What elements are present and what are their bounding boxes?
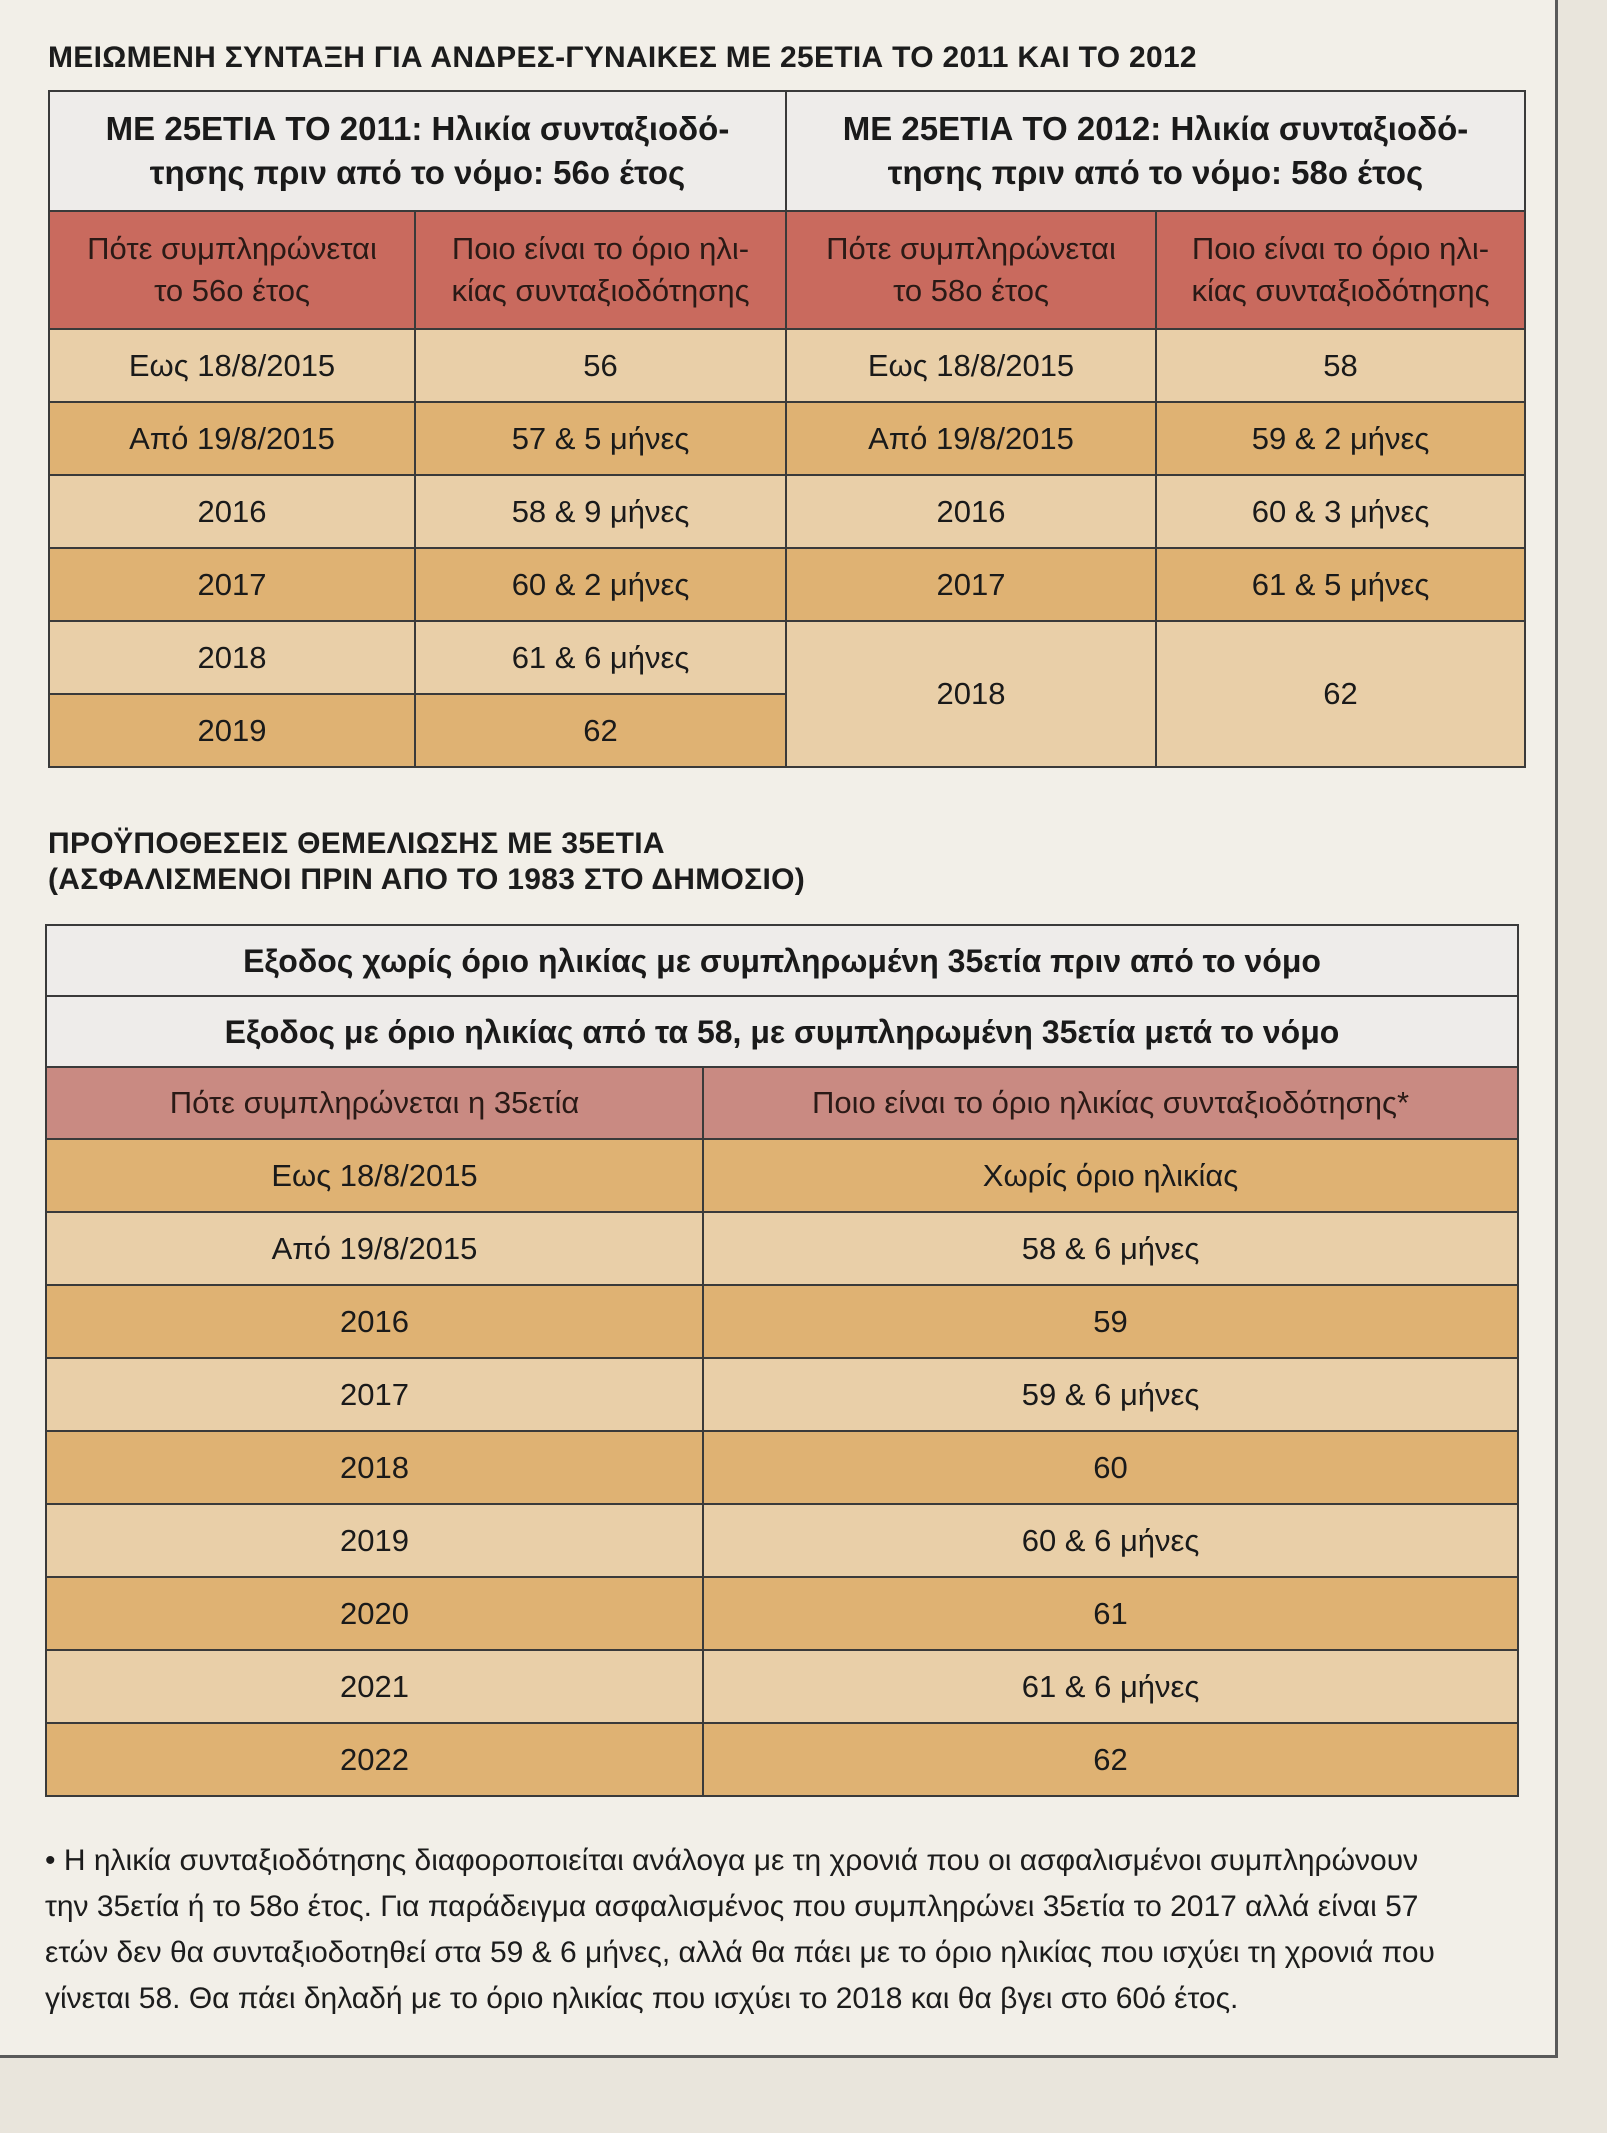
- age-cell: 60: [703, 1431, 1518, 1504]
- left-header-line2: τησης πριν από το νόμο: 56ο έτος: [149, 154, 686, 191]
- right-header-line1: ΜΕ 25ΕΤΙΑ ΤΟ 2012: Ηλικία συνταξιοδό-: [842, 110, 1469, 147]
- left-col2-header: [415, 211, 786, 329]
- right-col2-line2: κίας συνταξιοδότησης: [1191, 273, 1490, 308]
- banner-no-age-limit: Εξοδος χωρίς όριο ηλικίας με συμπληρωμένη 35ετία πριν από το νόμο: [46, 925, 1518, 996]
- left-age-cell: 56: [415, 329, 786, 402]
- when-cell: Εως 18/8/2015: [46, 1139, 703, 1212]
- right-header-line2: τησης πριν από το νόμο: 58ο έτος: [887, 154, 1424, 191]
- right-col2-header: [1156, 211, 1525, 329]
- right-col1-header: [786, 211, 1156, 329]
- right-age-cell: 60 & 3 μήνες: [1156, 475, 1525, 548]
- table-row: [46, 1723, 1518, 1796]
- section2-heading-line1: ΠΡΟΫΠΟΘΕΣΕΙΣ ΘΕΜΕΛΙΩΣΗΣ ΜΕ 35ΕΤΙΑ: [48, 827, 665, 860]
- right-age-cell: 62: [1156, 621, 1525, 767]
- left-col1-header: [49, 211, 415, 329]
- age-cell: 58 & 6 μήνες: [703, 1212, 1518, 1285]
- right-age-cell: 61 & 5 μήνες: [1156, 548, 1525, 621]
- right-table-header: [786, 91, 1525, 211]
- banner-age-limit-58: Εξοδος με όριο ηλικίας από τα 58, με συμπληρωμένη 35ετία μετά το νόμο: [46, 996, 1518, 1067]
- table-row: [49, 329, 1525, 402]
- table-row: [46, 1650, 1518, 1723]
- section2-heading-line2: (ΑΣΦΑΛΙΣΜΕΝΟΙ ΠΡΙΝ ΑΠΟ ΤΟ 1983 ΣΤΟ ΔΗΜΟΣΙΟ): [48, 863, 806, 896]
- left-age-cell: 62: [415, 694, 786, 767]
- right-age-cell: 59 & 2 μήνες: [1156, 402, 1525, 475]
- table-row: [46, 1212, 1518, 1285]
- age-cell: 62: [703, 1723, 1518, 1796]
- when-cell: 2016: [46, 1285, 703, 1358]
- footnote-line3: ετών δεν θα συνταξιοδοτηθεί στα 59 & 6 μήνες, αλλά θα πάει με το όριο ηλικίας που ισχύει τη χρονιά που: [45, 1936, 1435, 1969]
- left-col2-line1: Ποιο είναι το όριο ηλι-: [451, 231, 750, 266]
- right-col2-line1: Ποιο είναι το όριο ηλι-: [1191, 231, 1490, 266]
- age-cell: 61 & 6 μήνες: [703, 1650, 1518, 1723]
- left-col1-line2: το 56ο έτος: [154, 273, 310, 308]
- table-row: [46, 1285, 1518, 1358]
- left-age-cell: 58 & 9 μήνες: [415, 475, 786, 548]
- table-row: [49, 621, 1525, 694]
- right-col1-line1: Πότε συμπληρώνεται: [826, 231, 1116, 266]
- left-age-cell: 60 & 2 μήνες: [415, 548, 786, 621]
- left-header-line1: ΜΕ 25ΕΤΙΑ ΤΟ 2011: Ηλικία συνταξιοδό-: [105, 110, 730, 147]
- when-cell: 2020: [46, 1577, 703, 1650]
- section1-heading: ΜΕΙΩΜΕΝΗ ΣΥΝΤΑΞΗ ΓΙΑ ΑΝΔΡΕΣ-ΓΥΝΑΙΚΕΣ ΜΕ 25ΕΤΙΑ ΤΟ 2011 ΚΑΙ ΤΟ 2012: [48, 41, 1197, 74]
- left-when-cell: 2017: [49, 548, 415, 621]
- when-cell: 2017: [46, 1358, 703, 1431]
- left-col2-line2: κίας συνταξιοδότησης: [451, 273, 750, 308]
- left-when-cell: Από 19/8/2015: [49, 402, 415, 475]
- when-cell: 2021: [46, 1650, 703, 1723]
- right-when-cell: Εως 18/8/2015: [786, 329, 1156, 402]
- right-age-cell: 58: [1156, 329, 1525, 402]
- left-col1-line1: Πότε συμπληρώνεται: [87, 231, 377, 266]
- right-when-cell: 2016: [786, 475, 1156, 548]
- table-row: [46, 1358, 1518, 1431]
- left-age-cell: 61 & 6 μήνες: [415, 621, 786, 694]
- when-cell: 2022: [46, 1723, 703, 1796]
- table-row: [46, 1431, 1518, 1504]
- table-row: [49, 402, 1525, 475]
- footnote-line4: γίνεται 58. Θα πάει δηλαδή με το όριο ηλικίας που ισχύει το 2018 και θα βγει στο 60ό έτος.: [45, 1982, 1239, 2015]
- left-age-cell: 57 & 5 μήνες: [415, 402, 786, 475]
- age-cell: 60 & 6 μήνες: [703, 1504, 1518, 1577]
- footnote: [45, 1838, 1520, 2022]
- when-cell: 2019: [46, 1504, 703, 1577]
- table-25etia: [48, 90, 1526, 768]
- table-row: [49, 548, 1525, 621]
- table-row: [46, 1504, 1518, 1577]
- footnote-line1: • Η ηλικία συνταξιοδότησης διαφοροποιείται ανάλογα με τη χρονιά που οι ασφαλισμένοι συμπληρώνουν: [45, 1844, 1419, 1877]
- left-when-cell: 2019: [49, 694, 415, 767]
- footnote-line2: την 35ετία ή το 58ο έτος. Για παράδειγμα ασφαλισμένος που συμπληρώνει 35ετία το 2017 αλλά είναι 57: [45, 1890, 1419, 1923]
- left-when-cell: 2018: [49, 621, 415, 694]
- age-cell: 59 & 6 μήνες: [703, 1358, 1518, 1431]
- left-table-header: [49, 91, 786, 211]
- table-row: [46, 1139, 1518, 1212]
- when-cell: 2018: [46, 1431, 703, 1504]
- left-when-cell: Εως 18/8/2015: [49, 329, 415, 402]
- right-col1-line2: το 58ο έτος: [893, 273, 1049, 308]
- table-row: [49, 475, 1525, 548]
- section2-heading: [48, 826, 805, 898]
- col-when-header: Πότε συμπληρώνεται η 35ετία: [46, 1067, 703, 1139]
- age-cell: 61: [703, 1577, 1518, 1650]
- age-cell: 59: [703, 1285, 1518, 1358]
- col-age-header: Ποιο είναι το όριο ηλικίας συνταξιοδότησης*: [703, 1067, 1518, 1139]
- table-row: [46, 1577, 1518, 1650]
- left-when-cell: 2016: [49, 475, 415, 548]
- right-when-cell: Από 19/8/2015: [786, 402, 1156, 475]
- right-when-cell: 2018: [786, 621, 1156, 767]
- right-when-cell: 2017: [786, 548, 1156, 621]
- age-cell: Χωρίς όριο ηλικίας: [703, 1139, 1518, 1212]
- when-cell: Από 19/8/2015: [46, 1212, 703, 1285]
- table-35etia: [45, 924, 1519, 1797]
